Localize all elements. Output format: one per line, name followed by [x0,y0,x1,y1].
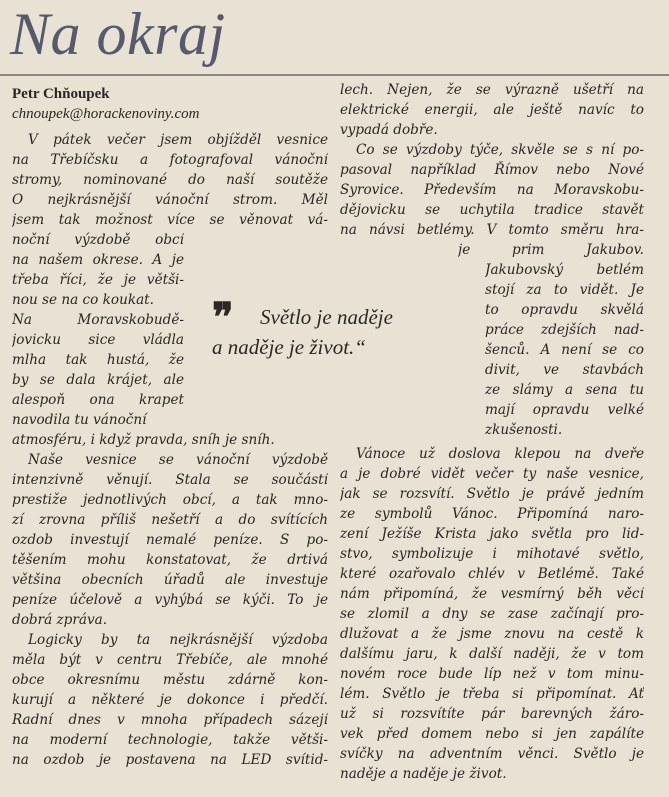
article-line: novém roce bude líp než v tom minu- [340,666,644,682]
column-title: Na okraj [10,1,226,67]
article-line: navodila tu vánoční [12,412,147,428]
article-line: na návsi betlémy. V tomto směru hra- [340,222,644,238]
article-line: pasoval například Římov nebo Nové [340,162,644,178]
article-line: je prim Jakubov. [458,242,644,258]
article-line: vypadá dobře. [340,122,438,138]
article-line: atmosféru, i když pravda, sníh je sníh. [12,432,275,448]
article-line: jsem tak možnost více se věnovat vá- [12,212,328,228]
article-line: dlužovat a že jsme znovu na cestě k [340,626,644,642]
article-line: stromy, nominované do naší soutěže [12,172,328,188]
article-line: by se dala krájet, ale [12,372,184,388]
article-line: dějovicku se uchytila tradice stavět [340,202,644,218]
article-line: mlha tak hustá, že [12,352,184,368]
article-line: obce okresnímu městu zdárně kon- [12,672,328,688]
article-line: na moderní technologie, takže větši- [12,732,328,748]
article-line: na našem okrese. A je [12,252,184,268]
article-line: nou se na co koukat. [12,292,154,308]
article-line: Co se výzdoby týče, skvěle se s ní po- [356,142,644,158]
article-line: Na Moravskobudě- [12,312,184,328]
article-line: práce zdejších nad- [485,322,644,338]
article-line: které ozařovalo chlév v Betlémě. Také [340,566,644,582]
article-line: naděje a naděje je život. [340,766,507,782]
article-line: ze slámy a sena tu [485,382,644,398]
article-line: O nejkrásnější vánoční strom. Měl [12,192,328,208]
article-line: dobrá zpráva. [12,612,108,628]
pull-quote-line-1: Světlo je naděje [260,305,393,329]
article-line: mají opravdu velké [485,402,644,418]
article-line: alespoň ona krapet [12,392,184,408]
article-line: šenců. A není se co [485,342,644,358]
article-line: Jakubovský betlém [485,262,644,278]
article-line: prestiže jednotlivých obcí, a tak mno- [12,492,328,508]
article-line: V pátek večer jsem objížděl vesnice [28,132,328,148]
article-line: nám připomíná, že vesmírný běh věcí [340,586,644,602]
article-line: jak se rozsvítí. Světlo je právě jedním [340,486,644,502]
article-line: měla být v centru Třebíče, ale mnohé [12,652,328,668]
article-line: svíčky na adventním věnci. Světlo je [340,746,644,762]
article-line: na ozdob je postavena na LED svítid- [12,752,328,768]
article-line: kurují a některé je dokonce i předčí. [12,692,328,708]
title-divider [0,74,669,76]
article-line: vek před domem nebo si jen zapálíte [340,726,644,742]
article-line: ozdob investují nemalé peníze. S po- [12,532,328,548]
article-line: noční výzdobě obcí [12,232,184,248]
article-line: intenzivně věnují. Stala se součástí [12,472,328,488]
article-line: většina obecních úřadů ale investuje [12,572,328,588]
article-line: Vánoce už doslova klepou na dveře [356,446,644,462]
article-line: peníze účelově a vyhýbá se kýči. To je [12,592,328,608]
article-line: dalšímu jaru, k další naději, že v tom [340,646,644,662]
article-line: zí zrovna příliš nešetří a do svítících [12,512,328,528]
article-line: Syrovice. Především na Moravskobu- [340,182,644,198]
article-line: Radní dnes v mnoha případech sázejí [12,712,328,728]
article-line: těšením mohu konstatovat, že drtivá [12,552,328,568]
article-line: se zlomil a dny se zase začínají pro- [340,606,644,622]
article-line: Logicky by ta nejkrásnější výzdoba [28,632,328,648]
article-line: jovicku sice vládla [12,332,184,348]
article-line: lech. Nejen, že se výrazně ušetří na [340,82,644,98]
article-line: to opravdu skvělá [485,302,644,318]
article-line: zkušenosti. [485,422,563,438]
article-line: už si rozsvítíte pár barevných žáro- [340,706,644,722]
article-line: třeba říci, že je větši- [12,272,184,288]
article-line: stvo, symbolizuje i mihotavé světlo, [340,546,644,562]
article-line: lém. Světlo je třeba si připomínat. Ať [340,686,644,702]
author-email: chnoupek@horackenoviny.com [12,106,200,122]
article-line: ze symbolů Vánoc. Připomíná naro- [340,506,644,522]
article-line: zení Ježíše Krista jako světla pro lid- [340,526,644,542]
article-line: divit, ve stavbách [485,362,644,378]
article-line: elektrické energii, ale ještě navíc to [340,102,644,118]
article-line: a je dobré vidět večer ty naše vesnice, [340,466,644,482]
article-line: stojí za to vidět. Je [485,282,644,298]
article-line: na Třebíčsku a fotografoval vánoční [12,152,328,168]
quote-mark-icon: ❞ [212,295,234,340]
author-name: Petr Chňoupek [12,86,110,102]
article-line: Naše vesnice se vánoční výzdobě [28,452,328,468]
pull-quote-line-2: a naděje je život.“ [212,335,366,359]
